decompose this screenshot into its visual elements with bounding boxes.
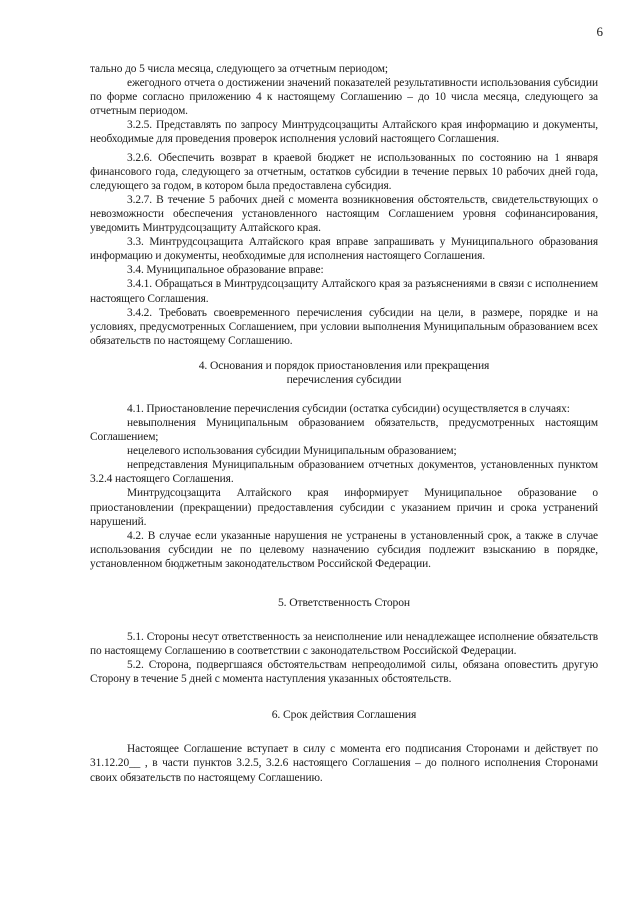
paragraph-5-1: 5.1. Стороны несут ответственность за неисполнение или ненадлежащее исполнение обязательств по настоящему Соглашению в соответствии с законодательством Российской Федерации. — [90, 631, 598, 658]
section-4-heading — [90, 359, 598, 387]
paragraph-5-2: 5.2. Сторона, подвергшаяся обстоятельствам непреодолимой силы, обязана оповестить другую Сторону в течение 5 дней с момента наступления указанных обстоятельств. — [90, 659, 598, 686]
document-body — [90, 62, 598, 785]
paragraph-4-1-case-2: нецелевого использования субсидии Муниципальным образованием; — [127, 445, 457, 458]
paragraph-6-term: Настоящее Соглашение вступает в силу с момента его подписания Сторонами и действует по 31.12.20__ , в части пунктов 3.2.5, 3.2.6 настоящего Соглашения – до полного исполнения Сторонами своих обязательств по настоящему Соглашению. — [90, 743, 598, 784]
paragraph-4-1-case-1: невыполнения Муниципальным образованием обязательств, предусмотренных настоящим Соглашением; — [90, 416, 598, 444]
paragraph-3-4-2: 3.4.2. Требовать своевременного перечисления субсидии на цели, в размере, порядке и на условиях, предусмотренных Соглашением, при условии выполнения Муниципальным образованием всех обязательств по настоящему Соглашению. — [90, 306, 598, 347]
section-5-heading: 5. Ответственность Сторон — [277, 596, 411, 609]
section-4-heading-line-2: перечисления субсидии — [286, 372, 402, 386]
page-number: 6 — [596, 24, 603, 39]
paragraph-4-1-inform: Минтрудсоцзащита Алтайского края информирует Муниципальное образование о приостановлении (прекращении) предоставления субсидии с указанием причин и срока устранений нарушений. — [90, 487, 598, 528]
paragraph-annual-report: ежегодного отчета о достижении значений показателей результативности использования субсидии по форме согласно приложению 4 к настоящему Соглашению – до 10 числа месяца, следующего за отчетным периодом. — [90, 77, 598, 118]
section-6-heading: 6. Срок действия Соглашения — [271, 708, 417, 722]
section-4-heading-line-1: 4. Основания и порядок приостановления или прекращения — [198, 358, 490, 372]
paragraph-3-2-7: 3.2.7. В течение 5 рабочих дней с момента возникновения обстоятельств, свидетельствующих о невозможности обеспечения установленного настоящим Соглашением уровня софинансирования, уведомить Минтрудсоцзащиту Алтайского края. — [90, 193, 598, 235]
paragraph-continuation: тально до 5 числа месяца, следующего за отчетным периодом; — [90, 63, 388, 75]
paragraph-3-2-6: 3.2.6. Обеспечить возврат в краевой бюджет не использованных по состоянию на 1 января финансового года, следующего за отчетным, остатков субсидии в течение первых 10 рабочих дней года, следующего за годом, в котором была предоставлена субсидия. — [90, 151, 598, 192]
paragraph-3-4: 3.4. Муниципальное образование вправе: — [127, 264, 324, 277]
paragraph-3-3: 3.3. Минтрудсоцзащита Алтайского края вправе запрашивать у Муниципального образования информацию и документы, необходимые для исполнения настоящего Соглашения. — [90, 236, 598, 263]
paragraph-4-2: 4.2. В случае если указанные нарушения не устранены в установленный срок, а также в случае использования субсидии не по целевому назначению субсидия подлежит взысканию в порядке, установленном бюджетным законодательством Российской Федерации. — [90, 529, 598, 570]
paragraph-4-1-case-3: непредставления Муниципальным образованием отчетных документов, установленных пунктом 3.2.4 настоящего Соглашения. — [90, 459, 598, 486]
paragraph-3-4-1: 3.4.1. Обращаться в Минтрудсоцзащиту Алтайского края за разъяснениями в связи с исполнением настоящего Соглашения. — [90, 278, 598, 305]
paragraph-3-2-5: 3.2.5. Представлять по запросу Минтрудсоцзащиты Алтайского края информацию и документы, необходимые для проведения проверок исполнения условий настоящего Соглашения. — [90, 119, 598, 146]
paragraph-4-1: 4.1. Приостановление перечисления субсидии (остатка субсидии) осуществляется в случаях: — [127, 402, 570, 415]
